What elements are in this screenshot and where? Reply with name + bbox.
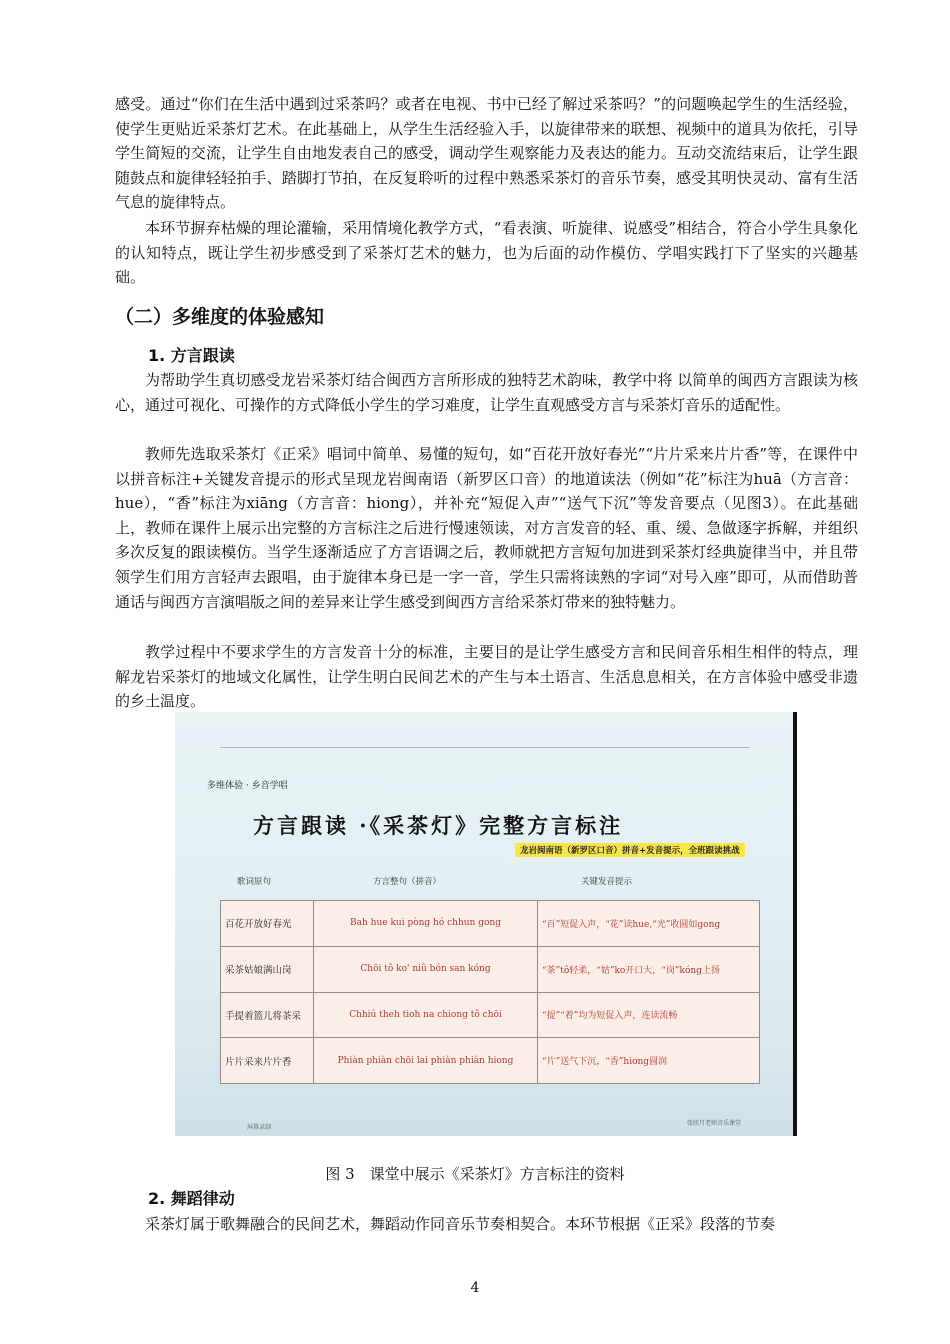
cell-pinyin: Phiàn phiàn chōi lai phiàn phiàn hiong	[314, 1038, 538, 1084]
slide-footer-right: 张欣月老师音乐课堂	[687, 1120, 742, 1127]
figure-slide-screenshot	[175, 712, 797, 1136]
cell-pinyin: Chōi tô ko' niû bón san kóng	[314, 946, 538, 992]
page-number: 4	[470, 1280, 480, 1296]
column-header-tips: 关键发音提示	[581, 877, 633, 887]
cell-tip: “片”送气下沉，“香”hiong圆润	[538, 1038, 760, 1084]
table-row	[221, 1038, 760, 1084]
cell-original: 片片采来片片香	[221, 1038, 314, 1084]
paragraph-5: 教学过程中不要求学生的方言发音十分的标准，主要目的是让学生感受方言和民间音乐相生相伴的特点，理解龙岩采茶灯的地域文化属性，让学生明白民间艺术的产生与本土语言、生活息息相关，在方言体验中感受非遗的乡土温度。	[115, 643, 858, 711]
subheading-dialect-reading: 1. 方言跟读	[148, 346, 235, 365]
cell-tip: “提”“着”均为短促入声，连读流畅	[538, 992, 760, 1038]
slide-tag: 多维体验 · 乡音学唱	[207, 781, 288, 791]
section-heading: （二）多维度的体验感知	[115, 306, 325, 328]
cell-original: 手提着篮儿将茶采	[221, 992, 314, 1038]
cell-pinyin: Bah hue kui pòng hó chhun gong	[314, 901, 538, 947]
slide-title: 方言跟读 ·《采茶灯》完整方言标注	[253, 813, 624, 838]
paragraph-2: 本环节摒弃枯燥的理论灌输，采用情境化教学方式，“看表演、听旋律、说感受”相结合，符合小学生具象化的认知特点，既让学生初步感受到了采茶灯艺术的魅力，也为后面的动作模仿、学唱实践打下了坚实的兴趣基础。	[115, 219, 858, 287]
slide-banner: 龙岩闽南语（新罗区口音）拼音+发音提示，全班跟读挑战	[515, 843, 745, 857]
figure-caption: 图 3 课堂中展示《采茶灯》方言标注的资料	[325, 1165, 625, 1183]
paragraph-1: 感受。通过“你们在生活中遇到过采茶吗？或者在电视、书中已经了解过采茶吗？”的问题唤起学生的生活经验，使学生更贴近采茶灯艺术。在此基础上，从学生生活经验入手，以旋律带来的联想、视频中的道具为依托，引导学生简短的交流，让学生自由地发表自己的感受，调动学生观察能力及表达的能力。互动交流结束后，让学生跟随鼓点和旋律轻轻拍手、踏脚打节拍，在反复聆听的过程中熟悉采茶灯的音乐节奏，感受其明快灵动、富有生活气息的旋律特点。	[115, 95, 858, 212]
paragraph-3: 为帮助学生真切感受龙岩采茶灯结合闽西方言所形成的独特艺术韵味，教学中将 以简单的闽西方言跟读为核心，通过可视化、可操作的方式降低小学生的学习难度，让学生直观感受方言与采茶灯音乐的适配性。	[115, 371, 858, 414]
table-row	[221, 946, 760, 992]
subheading-dance: 2. 舞蹈律动	[148, 1189, 235, 1208]
cell-original: 百花开放好春光	[221, 901, 314, 947]
column-header-pinyin: 方言整句（拼音）	[373, 877, 442, 887]
dialect-table	[220, 900, 760, 1084]
cell-original: 采茶姑娘满山岗	[221, 946, 314, 992]
table-row	[221, 992, 760, 1038]
paragraph-6: 采茶灯属于歌舞融合的民间艺术，舞蹈动作同音乐节奏相契合。本环节根据《正采》段落的节奏	[145, 1215, 776, 1233]
cell-pinyin: Chhiú theh tioh na chiong tô chōi	[314, 992, 538, 1038]
screen-edge	[793, 712, 797, 1136]
paragraph-4: 教师先选取采茶灯《正采》唱词中简单、易懂的短句，如“百花开放好春光”“片片采来片片香”等，在课件中以拼音标注+关键发音提示的形式呈现龙岩闽南语（新罗区口音）的地道读法（例如“花”标注为huā（方言音：hue），“香”标注为xiāng（方言音：hiong），并补充“短促入声”“送气下沉”等发音要点（见图3）。在此基础上，教师在课件上展示出完整的方言标注之后进行慢速领读，对方言发音的轻、重、缓、急做逐字拆解，并组织多次反复的跟读模仿。当学生逐渐适应了方言语调之后，教师就把方言短句加进到采茶灯经典旋律当中，并且带领学生们用方言轻声去跟唱，由于旋律本身已是一字一音，学生只需将读熟的字词“对号入座”即可，从而借助普通话与闽西方言演唱版之间的差异来让学生感受到闽西方言给采茶灯带来的独特魅力。	[115, 445, 858, 611]
cell-tip: “百”短促入声，“花”读hue,“光”收圆如gong	[538, 901, 760, 947]
slide-divider	[220, 747, 750, 748]
slide-footer-left: 屏幕录制	[247, 1124, 272, 1131]
table-row	[221, 901, 760, 947]
cell-tip: “茶”tô轻柔，“姑”ko开口大，“岗”kóng上扬	[538, 946, 760, 992]
column-header-original: 歌词原句	[237, 877, 272, 887]
